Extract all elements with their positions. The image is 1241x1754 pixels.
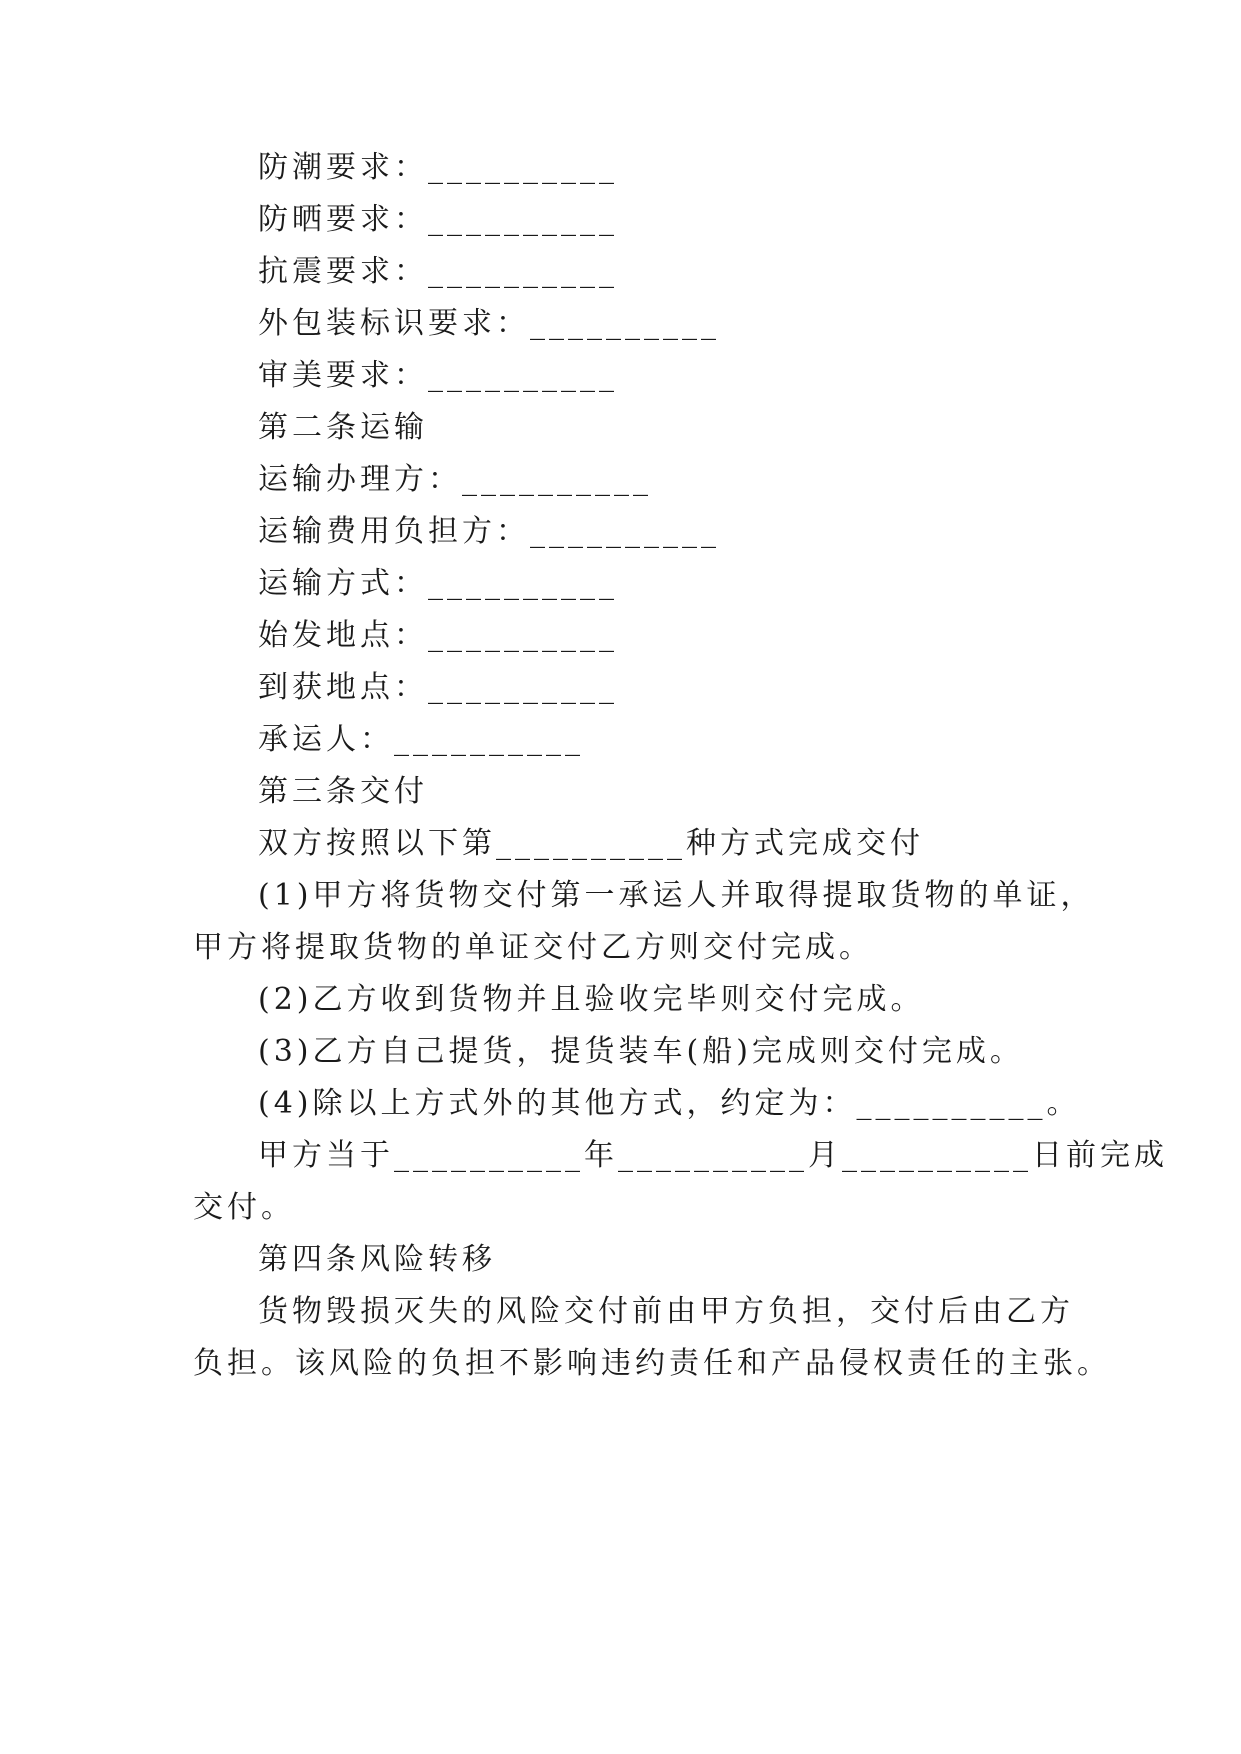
section-heading: 第三条交付: [258, 774, 428, 809]
text-line: 双方按照以下第__________种方式完成交付: [258, 826, 924, 861]
text-line: 审美要求：__________: [258, 358, 618, 393]
text-line: 运输方式：__________: [258, 566, 618, 601]
text-line: 甲方将提取货物的单证交付乙方则交付完成。: [193, 930, 873, 965]
text-line: (3)乙方自己提货，提货装车(船)完成则交付完成。: [258, 1034, 1024, 1069]
text-line: 负担。该风险的负担不影响违约责任和产品侵权责任的主张。: [193, 1346, 1111, 1381]
text-line: 外包装标识要求：__________: [258, 306, 720, 341]
text-line: (4)除以上方式外的其他方式，约定为：__________。: [258, 1086, 1081, 1121]
section-heading: 第四条风险转移: [258, 1242, 496, 1277]
text-line: (1)甲方将货物交付第一承运人并取得提取货物的单证，: [258, 878, 1095, 913]
text-line: 抗震要求：__________: [258, 254, 618, 289]
text-line: 运输费用负担方：__________: [258, 514, 720, 549]
section-heading: 第二条运输: [258, 410, 428, 445]
text-line: 承运人：__________: [258, 722, 584, 757]
text-line: 到获地点：__________: [258, 670, 618, 705]
text-line: 始发地点：__________: [258, 618, 618, 653]
text-line: (2)乙方收到货物并且验收完毕则交付完成。: [258, 982, 925, 1017]
text-line: 交付。: [193, 1190, 295, 1225]
text-line: 货物毁损灭失的风险交付前由甲方负担，交付后由乙方: [258, 1294, 1074, 1329]
text-line: 防晒要求：__________: [258, 202, 618, 237]
text-line: 防潮要求：__________: [258, 150, 618, 185]
text-line: 甲方当于__________年__________月__________日前完成: [258, 1138, 1168, 1173]
text-line: 运输办理方：__________: [258, 462, 652, 497]
